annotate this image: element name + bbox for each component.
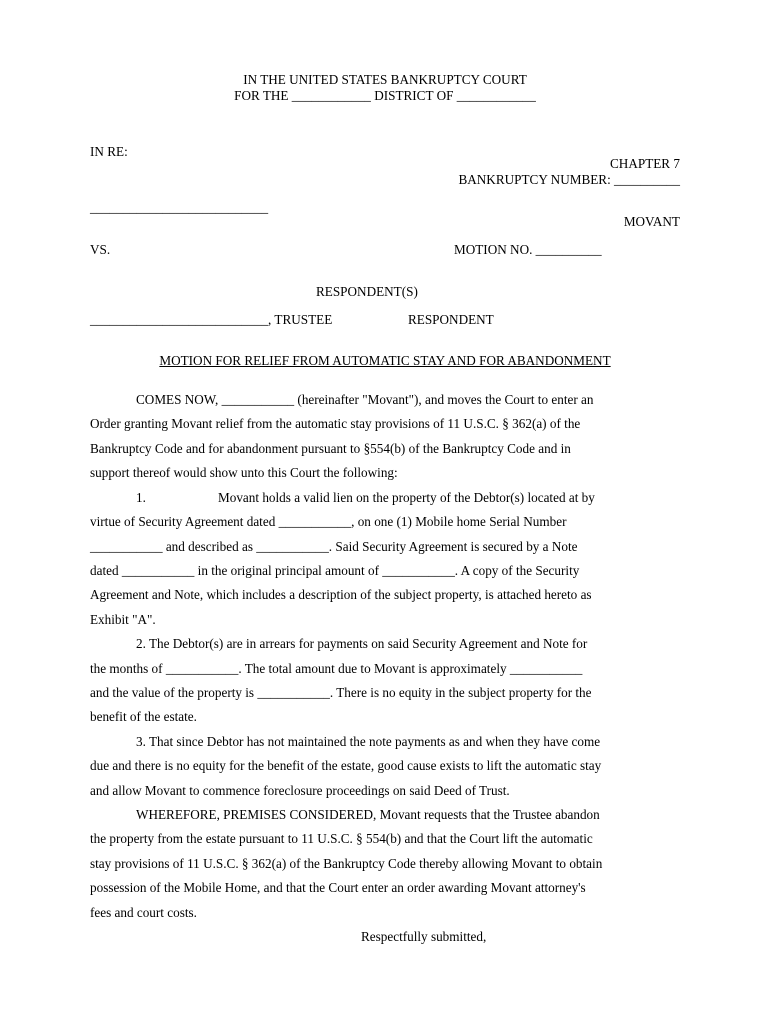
body-line: Agreement and Note, which includes a description of the subject property, is attached hereto as [90, 587, 592, 602]
bankruptcy-number: BANKRUPTCY NUMBER: __________ [458, 172, 680, 187]
body-line: Order granting Movant relief from the automatic stay provisions of 11 U.S.C. § 362(a) of the [90, 416, 581, 431]
body-line: ___________ and described as ___________. Said Security Agreement is secured by a Note [90, 539, 578, 554]
body-line: due and there is no equity for the benefit of the estate, good cause exists to lift the automatic stay [90, 758, 602, 773]
item-1-text: Movant holds a valid lien on the property of the Debtor(s) located at by [218, 490, 595, 505]
body-line: COMES NOW, ___________ (hereinafter "Movant"), and moves the Court to enter an [136, 392, 594, 407]
body-line: benefit of the estate. [90, 709, 197, 724]
respondent-label: RESPONDENT [408, 312, 494, 327]
body-line: possession of the Mobile Home, and that the Court enter an order awarding Movant attorney's [90, 880, 586, 895]
body-line: fees and court costs. [90, 905, 197, 920]
body-line: 3. That since Debtor has not maintained the note payments as and when they have come [136, 734, 601, 749]
court-header-line2: FOR THE ____________ DISTRICT OF ____________ [234, 88, 536, 103]
in-re-label: IN RE: [90, 144, 128, 159]
body-line: virtue of Security Agreement dated ___________, on one (1) Mobile home Serial Number [90, 514, 567, 529]
debtor-name-blank: ___________________________ [90, 200, 269, 215]
body-line: WHEREFORE, PREMISES CONSIDERED, Movant requests that the Trustee abandon [136, 807, 600, 822]
trustee-line: ___________________________, TRUSTEE [90, 312, 333, 327]
chapter-label: CHAPTER 7 [610, 156, 680, 171]
court-header-line1: IN THE UNITED STATES BANKRUPTCY COURT [243, 72, 527, 87]
body-line: Exhibit "A". [90, 612, 156, 627]
body-line: support thereof would show unto this Court the following: [90, 465, 398, 480]
body-line: Bankruptcy Code and for abandonment pursuant to §554(b) of the Bankruptcy Code and in [90, 441, 571, 456]
motion-number: MOTION NO. __________ [454, 242, 602, 257]
body-line: the property from the estate pursuant to 11 U.S.C. § 554(b) and that the Court lift the automatic [90, 831, 593, 846]
vs-label: VS. [90, 242, 111, 257]
body-line: stay provisions of 11 U.S.C. § 362(a) of the Bankruptcy Code thereby allowing Movant to obtain [90, 856, 603, 871]
closing-text: Respectfully submitted, [361, 929, 487, 944]
body-line: 2. The Debtor(s) are in arrears for payments on said Security Agreement and Note for [136, 636, 588, 651]
movant-label: MOVANT [623, 214, 680, 229]
body-line: and the value of the property is ___________. There is no equity in the subject property for the [90, 685, 592, 700]
body-line: dated ___________ in the original principal amount of ___________. A copy of the Security [90, 563, 580, 578]
body-line: and allow Movant to commence foreclosure proceedings on said Deed of Trust. [90, 783, 510, 798]
body-line: the months of ___________. The total amount due to Movant is approximately ___________ [90, 661, 583, 676]
respondents-label: RESPONDENT(S) [316, 284, 418, 299]
item-1-number: 1. [136, 490, 146, 505]
motion-title: MOTION FOR RELIEF FROM AUTOMATIC STAY AND FOR ABANDONMENT [159, 353, 611, 368]
